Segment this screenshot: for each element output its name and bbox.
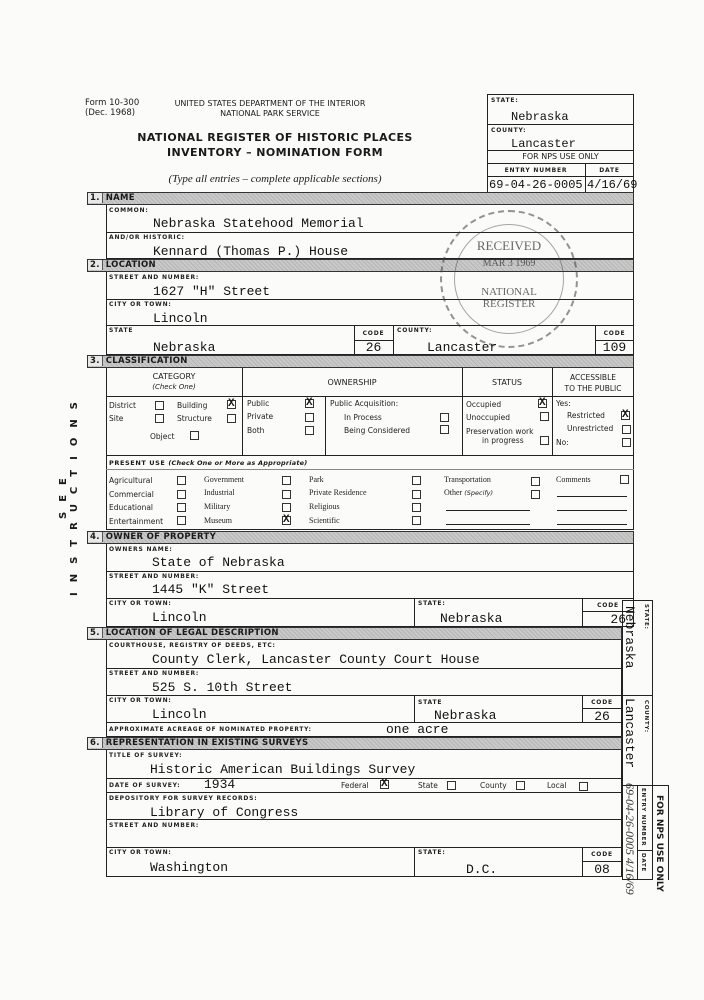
use-educational-checkbox[interactable] bbox=[177, 503, 186, 512]
category-site-checkbox[interactable] bbox=[155, 414, 164, 423]
survey-code-label: CODE bbox=[591, 851, 613, 858]
owner-code-label: CODE bbox=[597, 602, 619, 609]
category-object-checkbox[interactable] bbox=[190, 431, 199, 440]
depository-label: DEPOSITORY FOR SURVEY RECORDS: bbox=[109, 795, 258, 802]
historic-name-label: AND/OR HISTORIC: bbox=[109, 234, 185, 241]
status-unoccupied-checkbox[interactable] bbox=[540, 412, 549, 421]
use-military-label: Military bbox=[204, 502, 231, 511]
section-legal-bar bbox=[87, 627, 622, 640]
title-line-1: NATIONAL REGISTER OF HISTORIC PLACES bbox=[137, 131, 413, 144]
owner-name-value[interactable]: State of Nebraska bbox=[152, 555, 285, 570]
page-title bbox=[130, 130, 420, 160]
nps-date-value: 4/16/69 bbox=[587, 178, 638, 192]
nps-entry-number-value: 69-04-26-0005 bbox=[489, 178, 583, 192]
survey-code-value[interactable]: 08 bbox=[594, 862, 610, 877]
use-industrial-label: Industrial bbox=[204, 488, 235, 497]
section-number: 3. bbox=[88, 356, 103, 366]
county-label: COUNTY: bbox=[397, 327, 433, 334]
acquisition-in-process-label: In Process bbox=[344, 413, 382, 422]
courthouse-value[interactable]: County Clerk, Lancaster County Court House bbox=[152, 652, 480, 667]
stamp-register-text: REGISTER bbox=[482, 298, 536, 310]
use-private-residence-checkbox[interactable] bbox=[412, 490, 421, 499]
side-county-label: COUNTY: bbox=[643, 700, 649, 733]
use-government-label: Government bbox=[204, 475, 244, 484]
use-other-checkbox[interactable] bbox=[531, 490, 540, 499]
category-district-label: District bbox=[109, 401, 136, 410]
use-agricultural-label: Agricultural bbox=[109, 476, 153, 485]
historic-name-value[interactable]: Kennard (Thomas P.) House bbox=[153, 244, 349, 259]
section-number: 2. bbox=[88, 260, 103, 270]
owner-street-label: STREET AND NUMBER: bbox=[109, 573, 200, 580]
survey-local-label: Local bbox=[547, 781, 567, 790]
present-use-label: PRESENT USE bbox=[109, 459, 166, 467]
use-religious-label: Religious bbox=[309, 502, 340, 511]
common-name-value[interactable]: Nebraska Statehood Memorial bbox=[153, 216, 364, 231]
use-government-checkbox[interactable] bbox=[282, 476, 291, 485]
stamp-national-text: NATIONAL bbox=[481, 286, 537, 298]
legal-city-label: CITY OR TOWN: bbox=[109, 697, 172, 704]
nps-state-label: STATE: bbox=[491, 97, 519, 104]
section-title: LOCATION OF LEGAL DESCRIPTION bbox=[105, 628, 279, 638]
ownership-both-checkbox[interactable] bbox=[305, 426, 314, 435]
section-title: CLASSIFICATION bbox=[105, 356, 188, 366]
county-code-value[interactable]: 109 bbox=[602, 340, 627, 355]
survey-date-value[interactable]: 1934 bbox=[204, 777, 236, 792]
use-transportation-label: Transportation bbox=[444, 475, 491, 484]
category-district-checkbox[interactable] bbox=[155, 401, 164, 410]
survey-state-value[interactable]: D.C. bbox=[466, 862, 498, 877]
use-comments-checkbox[interactable] bbox=[620, 475, 629, 484]
category-building-checkbox[interactable] bbox=[227, 400, 236, 409]
use-entertainment-checkbox[interactable] bbox=[177, 516, 186, 525]
state-label: STATE bbox=[109, 327, 134, 334]
state-value[interactable]: Nebraska bbox=[153, 340, 216, 355]
section-title: NAME bbox=[105, 193, 135, 203]
section-classification-bar bbox=[87, 355, 634, 368]
use-entertainment-label: Entertainment bbox=[109, 517, 164, 526]
use-comments-label: Comments bbox=[556, 475, 591, 484]
owner-state-value[interactable]: Nebraska bbox=[440, 611, 503, 626]
form-number-text: Form 10-300 bbox=[85, 98, 140, 108]
accessible-restricted-checkbox[interactable] bbox=[621, 411, 630, 420]
ownership-public-label: Public bbox=[247, 399, 270, 408]
legal-city-value[interactable]: Lincoln bbox=[152, 707, 207, 722]
depository-value[interactable]: Library of Congress bbox=[150, 805, 299, 820]
accessible-header-line2: TO THE PUBLIC bbox=[564, 384, 622, 393]
use-industrial-checkbox[interactable] bbox=[282, 490, 291, 499]
survey-state-field-label: STATE: bbox=[418, 849, 446, 856]
accessible-no-label: No: bbox=[556, 438, 569, 447]
survey-county-label: County bbox=[480, 781, 507, 790]
state-code-value[interactable]: 26 bbox=[365, 340, 382, 355]
nps-county-label: COUNTY: bbox=[491, 127, 527, 134]
section-title: LOCATION bbox=[105, 260, 156, 270]
category-structure-label: Structure bbox=[177, 414, 212, 423]
county-value[interactable]: Lancaster bbox=[427, 340, 498, 355]
survey-state-label: State bbox=[418, 781, 438, 790]
use-religious-checkbox[interactable] bbox=[412, 503, 421, 512]
accessible-yes-label: Yes: bbox=[556, 399, 571, 408]
category-structure-checkbox[interactable] bbox=[227, 414, 236, 423]
category-object-label: Object bbox=[150, 432, 175, 441]
side-handwritten-entry: 69-04-26-0005 4/16/69 bbox=[623, 783, 637, 895]
survey-county-checkbox[interactable] bbox=[516, 781, 525, 790]
nps-entry-number-label: ENTRY NUMBER bbox=[504, 167, 568, 174]
instructions-text: (Type all entries – complete applicable sections) bbox=[168, 173, 382, 185]
use-transportation-checkbox[interactable] bbox=[531, 477, 540, 486]
use-other-label bbox=[444, 488, 493, 497]
see-instructions-note: SEE INSTRUCTIONS bbox=[58, 392, 80, 596]
use-park-label: Park bbox=[309, 475, 324, 484]
status-occupied-checkbox[interactable] bbox=[538, 399, 547, 408]
ownership-public-checkbox[interactable] bbox=[305, 399, 314, 408]
use-commercial-checkbox[interactable] bbox=[177, 490, 186, 499]
survey-local-checkbox[interactable] bbox=[579, 782, 588, 791]
acquisition-in-process-checkbox[interactable] bbox=[440, 413, 449, 422]
category-building-label: Building bbox=[177, 401, 208, 410]
use-other-hint: (Specify) bbox=[464, 489, 494, 497]
side-county-value: Lancaster bbox=[622, 698, 637, 769]
survey-city-value[interactable]: Washington bbox=[150, 860, 229, 875]
legal-street-label: STREET AND NUMBER: bbox=[109, 670, 200, 677]
ownership-header: OWNERSHIP bbox=[327, 378, 377, 387]
ownership-private-label: Private bbox=[247, 412, 274, 421]
courthouse-label: COURTHOUSE, REGISTRY OF DEEDS, ETC: bbox=[109, 642, 276, 649]
state-code-label: CODE bbox=[362, 330, 385, 337]
status-occupied-label: Occupied bbox=[466, 400, 502, 409]
ownership-both-label: Both bbox=[247, 426, 265, 435]
category-site-label: Site bbox=[109, 414, 124, 423]
use-commercial-label: Commercial bbox=[109, 490, 154, 499]
use-scientific-checkbox[interactable] bbox=[412, 516, 421, 525]
section-number: 5. bbox=[88, 628, 103, 638]
use-museum-checkbox[interactable] bbox=[282, 516, 291, 525]
survey-federal-label: Federal bbox=[341, 781, 369, 790]
section-number: 1. bbox=[88, 193, 103, 203]
owner-name-label: OWNERS NAME: bbox=[109, 546, 173, 553]
public-acquisition-label: Public Acquisition: bbox=[330, 399, 399, 408]
category-header: CATEGORY bbox=[152, 372, 196, 381]
city-label: CITY OR TOWN: bbox=[109, 301, 172, 308]
agency-header bbox=[150, 99, 390, 118]
acquisition-being-considered-checkbox[interactable] bbox=[440, 425, 449, 434]
survey-title-value[interactable]: Historic American Buildings Survey bbox=[150, 762, 416, 777]
owner-city-value[interactable]: Lincoln bbox=[152, 610, 207, 625]
service-text: NATIONAL PARK SERVICE bbox=[220, 108, 320, 118]
owner-state-label: STATE: bbox=[418, 600, 446, 607]
nps-county-value: Lancaster bbox=[511, 137, 576, 151]
status-unoccupied-label: Unoccupied bbox=[466, 413, 511, 422]
use-private-residence-label: Private Residence bbox=[309, 488, 367, 497]
status-preservation-label: Preservation work bbox=[466, 427, 534, 436]
ownership-private-checkbox[interactable] bbox=[305, 413, 314, 422]
use-military-checkbox[interactable] bbox=[282, 503, 291, 512]
use-other-text: Other bbox=[444, 488, 463, 497]
side-entry-number-label: ENTRY NUMBER bbox=[640, 788, 646, 847]
survey-street-label: STREET AND NUMBER: bbox=[109, 822, 200, 829]
section-name-bar bbox=[87, 192, 634, 205]
acquisition-being-considered-label: Being Considered bbox=[344, 426, 410, 435]
nps-use-only-label: FOR NPS USE ONLY bbox=[522, 152, 599, 161]
accessible-restricted-label: Restricted bbox=[567, 411, 605, 420]
survey-federal-checkbox[interactable] bbox=[380, 780, 389, 789]
status-preservation-checkbox[interactable] bbox=[540, 436, 549, 445]
section-number: 4. bbox=[88, 532, 103, 542]
accessible-unrestricted-checkbox[interactable] bbox=[622, 425, 631, 434]
form-number bbox=[85, 98, 139, 118]
status-preservation-label-2: in progress bbox=[482, 436, 524, 445]
side-nps-use-only: FOR NPS USE ONLY bbox=[654, 795, 664, 892]
street-label: STREET AND NUMBER: bbox=[109, 274, 200, 281]
county-code-label: CODE bbox=[603, 330, 626, 337]
legal-street-value[interactable]: 525 S. 10th Street bbox=[152, 680, 293, 695]
common-name-label: COMMON: bbox=[109, 207, 149, 214]
section-number: 6. bbox=[88, 738, 103, 748]
owner-city-label: CITY OR TOWN: bbox=[109, 600, 172, 607]
accessible-header bbox=[552, 372, 634, 394]
department-text: UNITED STATES DEPARTMENT OF THE INTERIOR bbox=[174, 99, 366, 108]
form-date-text: (Dec. 1968) bbox=[85, 108, 136, 118]
side-date-label: DATE bbox=[640, 853, 646, 873]
side-state-value: Nebraska bbox=[622, 606, 637, 669]
legal-state-value[interactable]: Nebraska bbox=[434, 708, 497, 723]
survey-city-label: CITY OR TOWN: bbox=[109, 849, 172, 856]
survey-state-checkbox[interactable] bbox=[447, 781, 456, 790]
nps-state-value: Nebraska bbox=[511, 110, 569, 124]
legal-code-value[interactable]: 26 bbox=[594, 709, 610, 724]
present-use-header bbox=[109, 459, 307, 467]
owner-code-value[interactable]: 26 bbox=[610, 612, 626, 627]
city-value[interactable]: Lincoln bbox=[153, 311, 208, 326]
survey-date-label: DATE OF SURVEY: bbox=[109, 782, 181, 789]
section-owner-bar bbox=[87, 531, 634, 544]
acreage-value[interactable]: one acre bbox=[386, 722, 449, 737]
section-surveys-bar bbox=[87, 737, 622, 750]
nps-date-label: DATE bbox=[599, 167, 620, 174]
section-title: OWNER OF PROPERTY bbox=[105, 532, 217, 542]
use-museum-label: Museum bbox=[204, 516, 232, 525]
accessible-no-checkbox[interactable] bbox=[622, 438, 631, 447]
stamp-date-text: MAR 3 1969 bbox=[482, 258, 536, 269]
use-agricultural-checkbox[interactable] bbox=[177, 476, 186, 485]
use-educational-label: Educational bbox=[109, 503, 154, 512]
category-subheader: (Check One) bbox=[152, 383, 196, 391]
stamp-received-text: RECEIVED bbox=[476, 238, 542, 253]
owner-street-value[interactable]: 1445 "K" Street bbox=[152, 582, 270, 597]
survey-title-label: TITLE OF SURVEY: bbox=[109, 752, 183, 759]
present-use-hint: (Check One or More as Appropriate) bbox=[168, 459, 308, 467]
accessible-unrestricted-label: Unrestricted bbox=[567, 424, 614, 433]
legal-state-label: STATE bbox=[418, 699, 443, 706]
accessible-header-line1: ACCESSIBLE bbox=[569, 373, 616, 382]
use-scientific-label: Scientific bbox=[309, 516, 340, 525]
side-state-label: STATE: bbox=[643, 604, 649, 630]
status-header: STATUS bbox=[491, 378, 522, 387]
acreage-label: APPROXIMATE ACREAGE OF NOMINATED PROPERTY: bbox=[109, 727, 312, 733]
use-park-checkbox[interactable] bbox=[412, 476, 421, 485]
legal-code-label: CODE bbox=[591, 699, 613, 706]
street-value[interactable]: 1627 "H" Street bbox=[153, 284, 271, 299]
received-stamp bbox=[440, 210, 578, 348]
section-title: REPRESENTATION IN EXISTING SURVEYS bbox=[105, 738, 309, 748]
title-line-2: INVENTORY – NOMINATION FORM bbox=[167, 146, 383, 159]
